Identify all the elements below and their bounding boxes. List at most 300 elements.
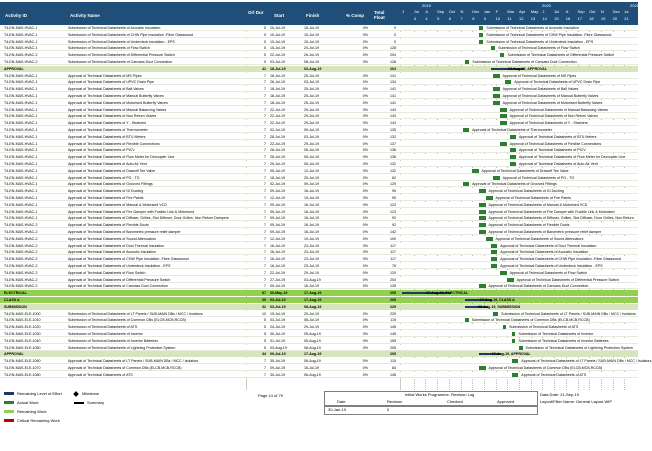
table-row[interactable] xyxy=(0,100,638,106)
table-row[interactable] xyxy=(0,73,638,79)
table-row[interactable] xyxy=(0,107,638,113)
start-cell: 09-Jul-19 xyxy=(270,366,285,370)
month-label: Sep xyxy=(577,9,585,14)
wbs-row[interactable] xyxy=(0,304,638,310)
milestone-icon xyxy=(73,391,79,397)
gantt-bar[interactable] xyxy=(486,237,492,241)
gantt-bar-label: Approval of Technical Datasheets of Ball Valves xyxy=(502,87,579,92)
orig-dur-cell: 7 xyxy=(264,100,266,105)
start-cell: 26-Jul-19 xyxy=(270,80,285,85)
gantt-bar-label: Approval of Technical Datasheets of MS Pipes xyxy=(502,73,577,78)
table-row[interactable] xyxy=(0,120,638,126)
gantt-bar[interactable] xyxy=(510,155,516,159)
table-row[interactable] xyxy=(0,134,638,140)
orig-dur-cell: 7 xyxy=(264,202,266,207)
pct-cell: 0% xyxy=(362,318,368,323)
gantt-bar[interactable] xyxy=(479,203,485,207)
gantt-bar[interactable] xyxy=(479,33,483,37)
activity-id-cell: T4-EN-MAS-HVAC-1 xyxy=(4,148,38,153)
total-float-cell: 136 xyxy=(390,155,396,160)
wbs-row[interactable] xyxy=(0,66,638,72)
activity-id-cell: T4-EN-MAS-HVAC-1 xyxy=(4,216,38,221)
legend-milestone xyxy=(74,391,99,397)
activity-name-cell: Approval of Technical Datasheets of LT Panels / SUB-MAIN DBs / MCC / Isolators xyxy=(68,359,199,364)
start-cell: 27-Jul-19 xyxy=(270,277,285,282)
month-label: Apr xyxy=(519,9,526,14)
gantt-bar-label: Approval of Technical Datasheets of Auto Air Vent xyxy=(518,162,598,166)
gantt-bar[interactable] xyxy=(500,142,506,146)
total-float-cell: 0 xyxy=(394,39,396,44)
gantt-bar[interactable] xyxy=(510,162,516,166)
activity-id-cell: T4-EN-MAS-HVAC-2 xyxy=(4,53,38,58)
table-row[interactable] xyxy=(0,338,638,344)
total-float-cell: 143 xyxy=(390,121,396,126)
activity-id-cell: T4-EN-MAS-HVAC-2 xyxy=(4,264,38,268)
finish-cell: 06-Aug-19 xyxy=(304,372,321,377)
table-row[interactable] xyxy=(0,181,638,187)
pct-cell: 0% xyxy=(362,80,368,85)
activity-name-cell: Approval of Technical Datasheets of Flexible Ducts xyxy=(68,223,149,228)
total-float-cell: 135 xyxy=(390,128,396,132)
table-row[interactable] xyxy=(0,372,638,378)
gantt-bar[interactable] xyxy=(479,230,485,234)
total-float-cell: 76 xyxy=(392,264,396,268)
activity-id-cell: T4-EN-MAS-ELE-1030 xyxy=(4,332,41,336)
orig-dur-cell: 7 xyxy=(264,359,266,364)
layout-name: Layout/Filter Name: General Layout WIP xyxy=(540,399,613,404)
orig-dur-cell: 7 xyxy=(264,270,266,275)
finish-cell: 23-Jul-19 xyxy=(304,257,319,262)
start-cell: 22-Jul-19 xyxy=(270,121,285,126)
gantt-bar-label: Approval of Technical Datasheets of Thermometer xyxy=(472,128,552,132)
month-label: A xyxy=(565,9,569,14)
table-row[interactable] xyxy=(0,277,638,283)
total-float-cell: 117 xyxy=(390,250,396,255)
table-row[interactable] xyxy=(0,317,638,323)
pct-cell: 0% xyxy=(362,73,368,78)
gantt-bar[interactable] xyxy=(479,26,483,30)
start-cell: 22-Jul-19 xyxy=(270,270,285,275)
start-cell: 28-Jul-19 xyxy=(270,155,285,160)
finish-cell: 29-Jul-19 xyxy=(304,270,319,275)
rev-row-date: 30-Jan-19 xyxy=(328,407,347,412)
gantt-bar-label: Approval of Technical Datasheets of Diffuser, Grilles, Slot Diffuser, Door Grilles, Non Return xyxy=(488,216,634,221)
orig-dur-cell: 10 xyxy=(262,311,266,316)
gantt-bar[interactable] xyxy=(479,40,483,44)
total-float-cell: 204 xyxy=(390,66,396,71)
orig-dur-cell: 7 xyxy=(264,128,266,132)
gantt-bar-label: Approval of Technical Datasheets of Flow Meter for Decoupler Line xyxy=(518,155,626,160)
finish-cell: 05-Jul-19 xyxy=(304,162,319,166)
gantt-bar[interactable] xyxy=(493,312,498,316)
activity-name-cell: Submission of Technical Datasheets of Invertor xyxy=(68,332,143,336)
legend-critical-swatch xyxy=(4,419,14,422)
activity-name-cell: Approval of Technical Datasheets of Auto Air Vent xyxy=(68,162,147,166)
total-float-cell: 123 xyxy=(390,209,396,214)
gantt-bar-label: 17-Aug-19, CLASS A xyxy=(479,298,515,302)
gantt-bar-label: Approval of Technical Datasheets of Manual & Motorised VCD xyxy=(488,202,588,207)
gantt-bar[interactable] xyxy=(479,216,485,220)
gantt-bar[interactable] xyxy=(500,271,506,275)
pct-cell: 0% xyxy=(362,141,368,146)
start-cell: 28-Jul-19 xyxy=(270,148,285,153)
activity-id-cell: T4-EN-MAS-HVAC-1 xyxy=(4,94,38,98)
finish-cell: 05-Jul-19 xyxy=(304,148,319,153)
gantt-bar[interactable] xyxy=(479,210,485,214)
table-row[interactable] xyxy=(0,236,638,242)
pct-cell: 0% xyxy=(362,162,368,166)
activity-id-cell: T4-EN-MAS-HVAC-1 xyxy=(4,141,38,146)
activity-name-cell: Approval of Technical Datasheets of Manual Balancing Valves xyxy=(68,107,167,112)
finish-cell: 16-Jul-19 xyxy=(304,366,319,370)
table-row[interactable] xyxy=(0,222,638,228)
gantt-bar[interactable] xyxy=(507,278,513,282)
table-row[interactable] xyxy=(0,161,638,167)
pct-cell: 0% xyxy=(362,175,368,180)
gantt-bar-label: 17-Aug-19, ELECTRICAL xyxy=(426,291,469,296)
total-float-cell: 134 xyxy=(390,80,396,85)
gantt-bar[interactable] xyxy=(491,257,497,261)
table-row[interactable] xyxy=(0,86,638,92)
pct-cell: 0% xyxy=(362,230,368,234)
gantt-bar[interactable] xyxy=(510,135,516,139)
activity-name-cell: Approval of Technical Datasheets of Motorised Butterfly Valves xyxy=(68,100,168,105)
finish-cell: 05-Aug-19 xyxy=(304,338,321,343)
wbs-row[interactable] xyxy=(0,351,638,357)
total-float-cell: 155 xyxy=(390,338,396,343)
table-row[interactable] xyxy=(0,209,638,215)
total-float-cell: 62 xyxy=(392,175,396,180)
activity-name-cell: Approval of Technical Datasheets of Manual Butterfly Valves xyxy=(68,94,164,98)
orig-dur-cell: 7 xyxy=(264,223,266,228)
gantt-bar[interactable] xyxy=(465,318,469,322)
start-cell: 09-Jul-19 xyxy=(270,284,285,289)
year-label: 2019 xyxy=(422,3,431,8)
gantt-bar[interactable] xyxy=(479,366,485,370)
orig-dur-cell: 7 xyxy=(264,134,266,139)
gantt-bar-label: Approval of Technical Datasheets of Barometric pressure relief damper xyxy=(488,230,602,234)
gantt-bar[interactable] xyxy=(510,148,516,152)
activity-name-cell: Approval of Technical Datasheets of Drawoff Tee Valve xyxy=(68,168,156,173)
pct-cell: 0% xyxy=(362,284,368,289)
col-activity-id[interactable]: Activity ID xyxy=(5,13,28,18)
table-row[interactable] xyxy=(0,263,638,269)
gantt-bar[interactable] xyxy=(493,176,499,180)
activity-name-cell: Submission of Technical Datasheets of Common DBs (ELCB,MCB,RCCB) xyxy=(68,318,186,323)
finish-cell: 06-Aug-19 xyxy=(304,359,321,364)
col-total-float[interactable]: Total Float xyxy=(374,10,385,20)
activity-id-cell: T4-EN-MAS-HVAC-2 xyxy=(4,223,38,228)
gantt-bar[interactable] xyxy=(491,264,497,268)
activity-name-cell: Approval of Technical Datasheets of Diffuser, Grilles, Slot Diffuser, Door Grilles, Non Return Dampers xyxy=(68,216,229,221)
activity-id-cell: T4-EN-MAS-HVAC-2 xyxy=(4,60,38,64)
gantt-bar-label: Approval of Technical Datasheets of UPVC Drain Pipe xyxy=(514,80,601,85)
table-row[interactable] xyxy=(0,175,638,181)
month-label: Dec xyxy=(472,9,480,14)
table-row[interactable] xyxy=(0,52,638,58)
gantt-bar-label: Approval of Technical Datasheets of Fire Damper with Fusible Link & Motorised xyxy=(488,209,615,214)
total-float-cell: 132 xyxy=(390,168,396,173)
gantt-bar[interactable] xyxy=(512,332,516,336)
activity-id-cell: T4-EN-MAS-HVAC-1 xyxy=(4,107,38,112)
total-float-cell: 0 xyxy=(394,32,396,37)
table-row[interactable] xyxy=(0,358,652,364)
start-cell: 02-Jul-19 xyxy=(270,128,285,132)
gantt-bar[interactable] xyxy=(463,128,469,132)
activity-name-cell: Approval of Technical Datasheets of Sound Attenuators xyxy=(68,236,156,241)
activity-id-cell: T4-EN-MAS-ELE-1000 xyxy=(4,311,41,316)
start-cell: 12-Jul-19 xyxy=(270,196,285,200)
gantt-bar-label: Approval of Technical Datasheets of Y - Strainers xyxy=(509,121,588,126)
total-float-cell: 115 xyxy=(390,359,396,364)
activity-name-cell: Approval of Technical Datasheets of CHW Pipe Insulation -Fibre Glasswood xyxy=(68,257,189,262)
table-row[interactable] xyxy=(0,188,638,194)
activity-name-cell: Submission of Technical Datasheets of Flow Switch xyxy=(68,46,150,51)
activity-name-cell: Submission of Technical Datasheets of ATS xyxy=(68,325,138,330)
finish-cell: 08-Jul-19 xyxy=(304,318,319,323)
legend-summary xyxy=(74,400,104,406)
finish-cell: 19-Jul-19 xyxy=(304,236,319,241)
gantt-bar-label: Approval of Technical Datasheets of Duct Thermal Insulation xyxy=(500,243,597,248)
orig-dur-cell: 32 xyxy=(262,304,266,309)
month-number: 17 xyxy=(577,16,582,21)
activity-id-cell: T4-EN-MAS-HVAC-2 xyxy=(4,243,38,248)
start-cell: 03-Jul-19 xyxy=(270,60,285,64)
gantt-bar-label: Submission of Technical Datasheets of Flow Switch xyxy=(498,46,580,51)
month-label: J xyxy=(402,9,404,14)
total-float-cell: 92 xyxy=(392,223,396,228)
month-label: Ja xyxy=(624,9,629,14)
orig-dur-cell: 7 xyxy=(264,94,266,98)
finish-cell: 05-Jul-19 xyxy=(304,155,319,160)
col-finish[interactable]: Finish xyxy=(306,13,320,18)
month-label: N xyxy=(600,9,604,14)
gantt-bar-label: Approval of Technical Datasheets of Canvass Duct Connection xyxy=(488,284,589,289)
gantt-bar[interactable] xyxy=(512,359,518,363)
gantt-bar[interactable] xyxy=(491,250,497,254)
table-row[interactable] xyxy=(0,32,638,38)
pct-cell: 0% xyxy=(362,94,368,98)
table-row[interactable] xyxy=(0,202,638,208)
table-row[interactable] xyxy=(0,243,638,249)
start-cell: 16-Jul-19 xyxy=(270,264,285,268)
gantt-bar-label: Submission of Technical Datasheets of ATS xyxy=(509,325,579,330)
finish-cell: 25-Jul-19 xyxy=(304,175,319,180)
activity-name-cell: Submission of Technical Datasheets of Differential Pressure Switch xyxy=(68,53,175,58)
gantt-bar[interactable] xyxy=(479,223,485,227)
month-number: 14 xyxy=(542,16,547,21)
gantt-bar[interactable] xyxy=(491,244,497,248)
activity-id-cell: T4-EN-MAS-HVAC-1 xyxy=(4,32,38,37)
orig-dur-cell: 7 xyxy=(264,87,266,92)
gantt-bar-label: Approval of Technical Datasheets of Flow Switch xyxy=(509,270,588,275)
table-row[interactable] xyxy=(0,331,638,337)
table-row[interactable] xyxy=(0,256,638,262)
table-row[interactable] xyxy=(0,154,638,160)
table-row[interactable] xyxy=(0,127,638,133)
total-float-cell: 0 xyxy=(394,26,396,30)
activity-id-cell: T4-EN-MAS-HVAC-2 xyxy=(4,270,38,275)
table-row[interactable] xyxy=(0,45,638,51)
total-float-cell: 128 xyxy=(390,60,396,64)
activity-id-cell: APPROVAL xyxy=(4,352,24,357)
revision-log-title: Initial Works Programme- Revision Log xyxy=(405,392,475,397)
table-row[interactable] xyxy=(0,25,638,31)
month-number: 8 xyxy=(472,16,475,21)
start-cell: 03-Jul-19 xyxy=(270,304,286,309)
gantt-bar[interactable] xyxy=(500,53,504,57)
legend-actual-swatch xyxy=(4,401,14,404)
gantt-bar-label: Approval of Technical Datasheets of Flexible Ducts xyxy=(488,223,570,228)
gantt-bar[interactable] xyxy=(493,74,499,78)
gantt-bar[interactable] xyxy=(486,196,492,200)
gantt-bar[interactable] xyxy=(491,46,495,50)
orig-dur-cell: 5 xyxy=(264,39,266,44)
total-float-cell: 92 xyxy=(392,216,396,221)
table-row[interactable] xyxy=(0,283,638,289)
pct-cell: 0% xyxy=(362,53,368,58)
col-activity-name[interactable]: Activity Name xyxy=(70,13,100,18)
gantt-bar[interactable] xyxy=(465,60,469,64)
activity-id-cell: T4-EN-MAS-HVAC-1 xyxy=(4,46,38,51)
finish-cell: 25-Jul-19 xyxy=(304,100,319,105)
year-label: 2021 xyxy=(630,3,639,8)
activity-name-cell: Approval of Technical Datasheets of Canvass Duct Connection xyxy=(68,284,168,289)
pct-cell: 0% xyxy=(362,372,368,377)
total-float-cell: 143 xyxy=(390,114,396,119)
activity-name-cell: Approval of Technical Datasheets of Grooved Fittings xyxy=(68,182,153,187)
activity-name-cell: Approval of Technical Datasheets of Fire Paints xyxy=(68,196,144,200)
gantt-bar[interactable] xyxy=(505,80,511,84)
table-row[interactable] xyxy=(0,141,638,147)
gantt-bar[interactable] xyxy=(479,284,485,288)
month-number: 9 xyxy=(483,16,487,21)
month-number: 20 xyxy=(612,16,618,21)
activity-name-cell: Submission of Technical Datasheets of CHW Pipe Insulation -Fibre Glasswood xyxy=(68,32,193,37)
table-row[interactable] xyxy=(0,113,638,119)
gantt-bar[interactable] xyxy=(512,373,518,377)
activity-name-cell: Approval of Technical Datasheets of Fire Damper with Fusible Link & Motorised xyxy=(68,209,194,214)
total-float-cell: 145 xyxy=(390,325,396,330)
pct-cell: 0% xyxy=(362,168,368,173)
start-cell: 22-Jul-19 xyxy=(270,114,285,119)
activity-name-cell: Submission of Technical Datasheets of LT Panels / SUB-MAIN DBs / MCC / Isolators xyxy=(68,311,203,316)
finish-cell: 17-Aug-19 xyxy=(304,291,322,296)
table-row[interactable] xyxy=(0,270,638,276)
month-number: 15 xyxy=(554,16,559,21)
gantt-bar[interactable] xyxy=(479,189,485,193)
total-float-cell: 120 xyxy=(390,270,396,275)
table-row[interactable] xyxy=(0,249,638,255)
total-float-cell: 90 xyxy=(392,196,396,200)
gantt-bar[interactable] xyxy=(493,94,499,98)
table-row[interactable] xyxy=(0,365,638,371)
pct-cell: 0% xyxy=(362,134,368,139)
pct-cell: 0% xyxy=(362,209,368,214)
finish-cell: 29-Jul-19 xyxy=(304,311,319,316)
table-row[interactable] xyxy=(0,79,638,85)
pct-cell: 0% xyxy=(362,121,368,126)
activity-id-cell: T4-EN-MAS-ELE-1060 xyxy=(4,359,41,364)
table-row[interactable] xyxy=(0,229,638,235)
rev-col-checked: Checked xyxy=(447,399,463,404)
gantt-bar-label: Submission of Technical Datasheets of Invertor xyxy=(518,332,594,336)
gantt-bar[interactable] xyxy=(500,114,506,118)
pct-cell: 0% xyxy=(362,87,368,92)
pct-cell: 0% xyxy=(362,359,368,364)
start-cell: 12-Jul-19 xyxy=(270,236,285,241)
table-row[interactable] xyxy=(0,195,638,201)
month-number: 10 xyxy=(495,16,501,21)
orig-dur-cell: 5 xyxy=(264,332,266,336)
activity-id-cell: T4-EN-MAS-HVAC-1 xyxy=(4,196,38,200)
wbs-row[interactable] xyxy=(0,290,638,296)
table-row[interactable] xyxy=(0,39,638,45)
total-float-cell: 117 xyxy=(390,243,396,248)
table-row[interactable] xyxy=(0,215,638,221)
gantt-bar[interactable] xyxy=(519,346,523,350)
finish-cell: 25-Jul-19 xyxy=(304,73,319,78)
activity-id-cell: T4-EN-MAS-HVAC-1 xyxy=(4,39,38,44)
gantt-bar[interactable] xyxy=(493,87,499,91)
pct-cell: 0% xyxy=(362,202,368,207)
col-orig-dur[interactable]: Orl Dur xyxy=(248,10,264,15)
table-row[interactable] xyxy=(0,168,638,174)
table-row[interactable] xyxy=(0,311,638,317)
rev-row-revision: 0 xyxy=(387,407,390,412)
legend-effort xyxy=(4,391,62,397)
pct-cell: 0% xyxy=(362,155,368,160)
gantt-bar-label: Approval of Technical Datasheets of PICV xyxy=(518,148,586,153)
gantt-bar[interactable] xyxy=(503,325,507,329)
finish-cell: 15-Jul-19 xyxy=(304,26,319,30)
total-float-cell: 100 xyxy=(390,236,396,241)
gantt-bar-label: Approval of Technical Datasheets of Drawoff Tee Valve xyxy=(481,168,569,173)
orig-dur-cell: 7 xyxy=(264,168,266,173)
activity-id-cell: T4-EN-MAS-HVAC-1 xyxy=(4,168,38,173)
col-start[interactable]: Start xyxy=(274,13,285,18)
finish-cell: 03-Jul-19 xyxy=(304,80,319,85)
table-row[interactable] xyxy=(0,93,638,99)
gantt-bar-label: Approval of Technical Datasheets of Grooved Fittings xyxy=(472,182,557,187)
finish-cell: 17-Aug-19 xyxy=(304,298,322,302)
gantt-bar[interactable] xyxy=(463,182,469,186)
finish-cell: 16-Jul-19 xyxy=(304,216,319,221)
finish-cell: 29-Jul-19 xyxy=(304,141,319,146)
start-cell: 16-Jul-19 xyxy=(270,250,285,255)
total-float-cell: 205 xyxy=(390,352,396,357)
table-row[interactable] xyxy=(0,59,638,65)
activity-id-cell: T4-EN-MAS-HVAC-2 xyxy=(4,250,38,255)
gantt-bar[interactable] xyxy=(500,108,506,112)
gantt-bar[interactable] xyxy=(512,339,516,343)
gantt-bar[interactable] xyxy=(500,121,506,125)
col-pct-complete[interactable]: % Comp xyxy=(346,13,364,18)
orig-dur-cell: 7 xyxy=(264,114,266,119)
gantt-bar[interactable] xyxy=(493,101,499,105)
activity-id-cell: T4-EN-MAS-HVAC-1 xyxy=(4,155,38,160)
month-label: A xyxy=(425,9,429,14)
table-row[interactable] xyxy=(0,147,638,153)
table-row[interactable] xyxy=(0,345,638,351)
table-row[interactable] xyxy=(0,324,638,330)
wbs-row[interactable] xyxy=(0,297,638,303)
activity-name-cell: Approval of Technical Datasheets of UPVC Drain Pipe xyxy=(68,80,155,85)
orig-dur-cell: 5 xyxy=(264,345,266,350)
finish-cell: 16-Jul-19 xyxy=(304,209,319,214)
gantt-bar[interactable] xyxy=(472,169,478,173)
start-cell: 18-Jul-19 xyxy=(270,94,285,98)
